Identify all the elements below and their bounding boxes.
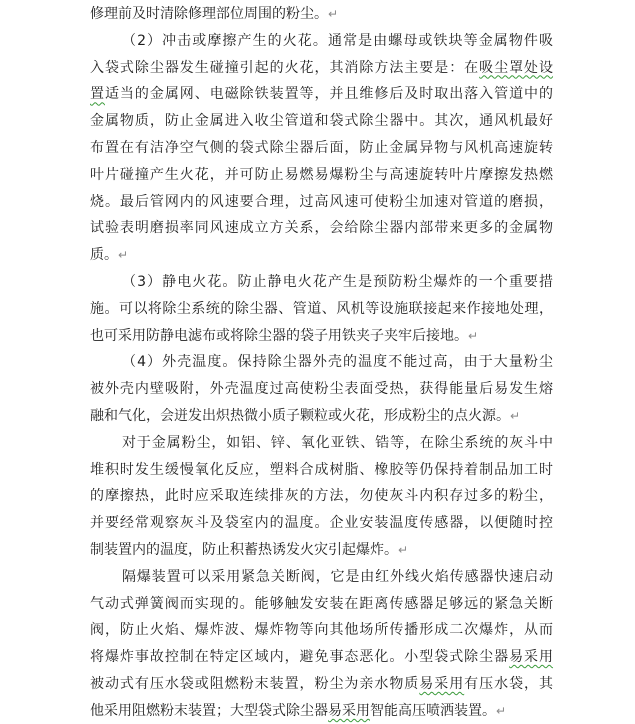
text-line — [90, 191, 553, 213]
text-line — [90, 298, 553, 320]
paragraph-mark-icon: ↵ — [468, 328, 479, 343]
text-segment: 他采用阻燃粉末装置；大型袋式除尘器 — [90, 702, 328, 719]
paragraph-mark-icon: ↵ — [398, 543, 409, 557]
text-line — [90, 593, 553, 615]
paragraph-mark-icon: ↵ — [118, 248, 129, 263]
text-line — [90, 57, 553, 79]
spellcheck-underlined-text: 易采用 — [419, 676, 465, 692]
text-segment: 的摩擦热，此时应采取连续排灰的方法，勿使灰斗内积存过多的粉尘， — [90, 488, 553, 505]
text-line — [90, 539, 553, 561]
spellcheck-underlined-text: 易采用 — [328, 702, 370, 719]
paragraph-mark-icon: ↵ — [496, 703, 507, 718]
text-line — [90, 378, 553, 400]
text-segment: 质。 — [90, 247, 118, 264]
text-line — [122, 271, 553, 293]
text-line — [122, 432, 553, 454]
text-line — [122, 566, 553, 588]
text-segment: 也可采用防静电滤布或将除尘器的袋子用铁夹子夹牢后接地。 — [90, 327, 468, 344]
text-segment: 气动式弹簧阀而实现的。能够触发安装在距离传感器足够远的紧急关断 — [90, 595, 553, 612]
text-segment: 被动式有压水袋或阻燃粉末装置，粉尘为亲水物质 — [90, 676, 420, 692]
text-segment: 智能高压喷洒装置。 — [370, 702, 496, 719]
text-segment: （4）外壳温度。保持除尘器外壳的温度不能过高，由于大量粉尘 — [122, 354, 553, 371]
paragraph-mark-icon: ↵ — [328, 7, 339, 21]
text-segment: 阀，防止火焰、爆炸波、爆炸物等向其他场所传播形成二次爆炸，从而 — [90, 622, 553, 639]
text-segment: 制装置内的温度，防止积蓄热诱发火灾引起爆炸。 — [90, 542, 398, 558]
text-line — [90, 646, 553, 668]
text-line — [90, 244, 553, 266]
text-line — [90, 164, 553, 186]
text-segment: 叶片碰撞产生火花，并可防止易燃易爆粉尘与高速旋转叶片摩擦发热燃 — [90, 166, 553, 183]
text-segment: 金属物质，防止金属进入收尘管道和袋式除尘器中。其次，通风机最好 — [90, 113, 553, 130]
text-segment: 并要经常观察灰斗及袋室内的温度。企业安装温度传感器，以便随时控 — [90, 515, 553, 532]
text-line — [90, 325, 553, 347]
text-line — [90, 405, 553, 427]
text-segment: 将爆炸事故控制在特定区域内，避免事态恶化。小型袋式除尘器 — [90, 649, 510, 666]
text-line — [90, 673, 553, 695]
text-segment: 入袋式除尘器发生碰撞引起的火花，其消除方法主要是：在 — [90, 59, 480, 76]
text-segment: 布置在有洁净空气侧的袋式除尘器后面，防止金属异物与风机高速旋转 — [90, 140, 553, 156]
text-line — [90, 137, 553, 159]
text-segment: （3）静电火花。防止静电火花产生是预防粉尘爆炸的一个重要措 — [122, 274, 553, 290]
spellcheck-underlined-text: 吸尘罩处设 — [479, 59, 554, 76]
text-line — [90, 619, 553, 641]
text-segment: （2）冲击或摩擦产生的火花。通常是由螺母或铁块等金属物件吸 — [122, 32, 553, 49]
spellcheck-underlined-text: 置 — [90, 86, 105, 103]
text-segment: 烧。最后管网内的风速要合理，过高风速可使粉尘加速对管道的磨损， — [90, 193, 553, 210]
text-line — [90, 217, 553, 239]
text-line — [90, 485, 553, 507]
text-line — [90, 700, 553, 722]
text-segment: 有压水袋，其 — [464, 676, 554, 692]
text-segment: 试验表明磨损率同风速成立方关系，会给除尘器内部带来更多的金属物 — [90, 220, 553, 237]
text-segment: 对于金属粉尘，如铝、锌、氧化亚铁、锆等，在除尘系统的灰斗中 — [122, 434, 553, 451]
spellcheck-underlined-text: 易采用 — [509, 649, 554, 666]
text-segment: 适当的金属网、电磁除铁装置等，并且维修后及时取出落入管道中的 — [104, 86, 554, 103]
text-line — [90, 83, 553, 105]
text-segment: 被外壳内壁吸附，外壳温度过高使粉尘表面受热，获得能量后易发生熔 — [90, 381, 553, 398]
text-segment: 修理前及时清除修理部位周围的粉尘。 — [90, 6, 328, 22]
text-line — [90, 110, 553, 132]
text-line — [122, 351, 553, 373]
text-segment: 融和气化，会迸发出炽热微小质子颗粒或火花，形成粉尘的点火源。 — [90, 408, 510, 424]
text-line — [90, 459, 553, 481]
text-line — [90, 3, 553, 25]
text-segment: 施。可以将除尘系统的除尘器、管道、风机等设施联接起来作接地处理， — [90, 300, 553, 317]
text-line — [90, 512, 553, 534]
text-segment: 隔爆装置可以采用紧急关断阀，它是由红外线火焰传感器快速启动 — [122, 568, 553, 585]
text-line — [122, 30, 553, 52]
paragraph-mark-icon: ↵ — [510, 409, 521, 423]
text-segment: 堆积时发生缓慢氧化反应，塑料合成树脂、橡胶等仍保持着制品加工时 — [90, 461, 553, 478]
